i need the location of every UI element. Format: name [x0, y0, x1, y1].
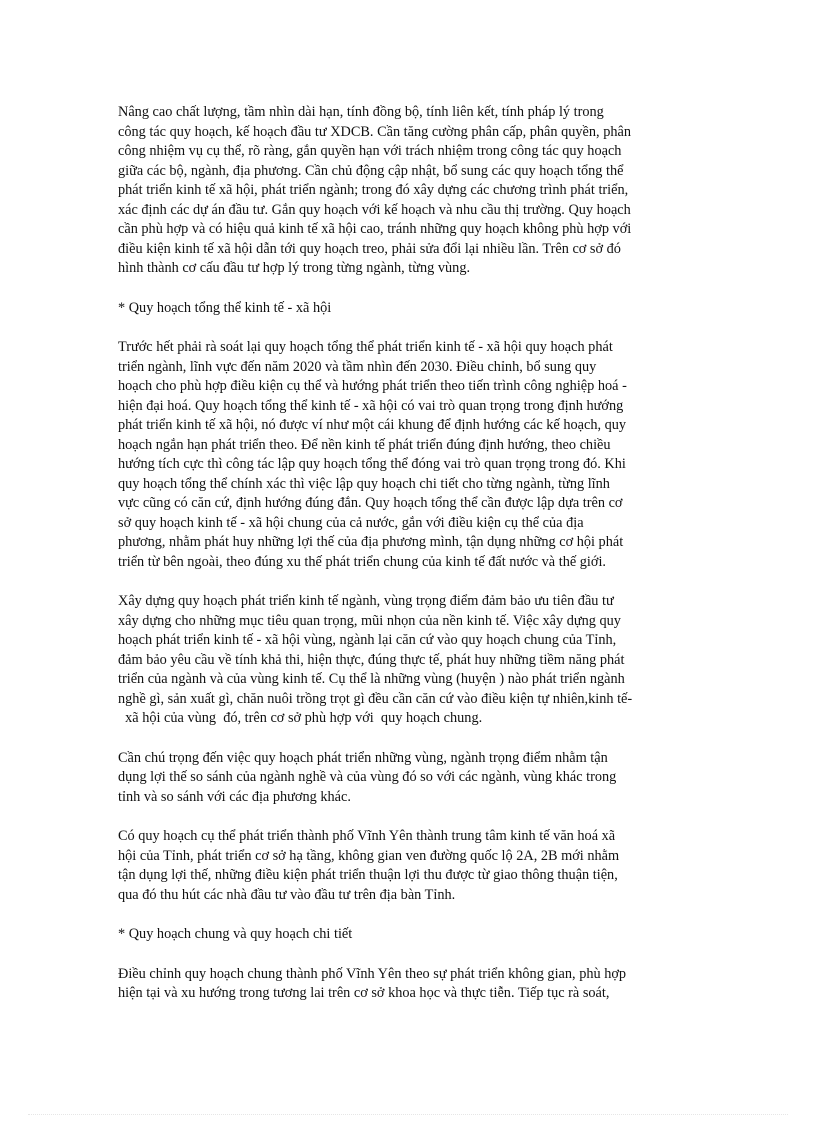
text-line: triển ngành, lĩnh vực đến năm 2020 và tầm nhìn đến 2030. Điều chỉnh, bổ sung quy [118, 358, 597, 375]
spacer [118, 729, 698, 749]
text-line: hiện đại hoá. Quy hoạch tổng thể kinh tế - xã hội có vai trò quan trọng trong định hướng [118, 397, 624, 414]
heading-text: * Quy hoạch tổng thể kinh tế - xã hội [118, 299, 332, 316]
text-line: phát triển kinh tế xã hội, nó được ví như một cái khung để định hướng các kế hoạch, quy [118, 417, 627, 433]
spacer [118, 279, 698, 299]
text-line: quy hoạch tổng thể chính xác thì việc lập quy hoạch chi tiết cho từng ngành, từng lĩnh [118, 475, 610, 492]
section-heading-master-plan [118, 299, 698, 319]
spacer [118, 807, 698, 827]
text-line: Có quy hoạch cụ thể phát triển thành phố Vĩnh Yên thành trung tâm kinh tế văn hoá xã [118, 828, 616, 844]
paragraph-vinh-yen-plan [118, 827, 698, 905]
text-line: xây dựng cho những mục tiêu quan trọng, mũi nhọn của nền kinh tế. Việc xây dựng quy [118, 612, 621, 629]
text-line: dụng lợi thế so sánh của ngành nghề và của vùng đó so với các ngành, vùng khác trong [118, 769, 617, 785]
text-line: tỉnh và so sánh với các địa phương khác. [118, 788, 351, 805]
paragraph-adjust-general-plan [118, 965, 698, 1004]
page-bottom-divider [28, 1114, 788, 1115]
spacer [118, 905, 698, 925]
text-line: Cần chú trọng đến việc quy hoạch phát triển những vùng, ngành trọng điểm nhằm tận [118, 749, 608, 766]
text-line: phát triển kinh tế xã hội, phát triển ngành; trong đó xây dựng các chương trình phát triển, [118, 182, 629, 198]
text-line: sở quy hoạch kinh tế - xã hội chung của cả nước, gắn với điều kiện cụ thể của địa [118, 514, 584, 531]
text-line: Trước hết phải rà soát lại quy hoạch tổng thể phát triển kinh tế - xã hội quy hoạch phát [118, 339, 613, 355]
spacer [118, 318, 698, 338]
text-line: qua đó thu hút các nhà đầu tư vào đầu tư trên địa bàn Tỉnh. [118, 886, 456, 903]
text-line: Nâng cao chất lượng, tầm nhìn dài hạn, tính đồng bộ, tính liên kết, tính pháp lý trong [118, 104, 604, 120]
text-line: công tác quy hoạch, kế hoạch đầu tư XDCB. Cần tăng cường phân cấp, phân quyền, phân [118, 123, 631, 140]
paragraph-planning-quality [118, 103, 698, 279]
text-line: vực cũng có căn cứ, định hướng đúng đắn. Quy hoạch tổng thể cần được lập dựa trên cơ [118, 495, 623, 511]
text-line: hiện tại và xu hướng trong tương lai trên cơ sở khoa học và thực tiễn. Tiếp tục rà soát, [118, 985, 610, 1001]
text-line: hoạch ngắn hạn phát triển theo. Để nền kinh tế phát triển đúng định hướng, theo chiều [118, 436, 611, 453]
text-line: công nhiệm vụ cụ thể, rõ ràng, gắn quyền hạn với trách nhiệm trong công tác quy hoạch [118, 143, 622, 159]
paragraph-key-regions [118, 749, 698, 808]
text-line: cần phù hợp và có hiệu quả kinh tế xã hội cao, tránh những quy hoạch không phù hợp với [118, 221, 632, 237]
section-heading-general-detailed-plan [118, 925, 698, 945]
text-line: xác định các dự án đầu tư. Gắn quy hoạch với kế hoạch và nhu cầu thị trường. Quy hoạch [118, 201, 631, 218]
text-line: phương, nhằm phát huy những lợi thế của địa phương mình, tận dụng những cơ hội phát [118, 534, 624, 550]
paragraph-review-master-plan [118, 338, 698, 572]
text-line: hoạch cho phù hợp điều kiện cụ thể và hướng phát triển theo tiến trình công nghiệp hoá - [118, 378, 627, 394]
text-line: Xây dựng quy hoạch phát triển kinh tế ngành, vùng trọng điểm đảm bảo ưu tiên đầu tư [118, 593, 614, 609]
text-line: triển từ bên ngoài, theo đúng xu thế phát triển chung của kinh tế đất nước và thế giới. [118, 553, 606, 570]
text-line: hoạch phát triển kinh tế - xã hội vùng, ngành lại căn cứ vào quy hoạch chung của Tỉnh, [118, 632, 617, 648]
text-line: nghề gì, sản xuất gì, chăn nuôi trồng trọt gì đều cần căn cứ vào điều kiện tự nhiên,kinh tế- [118, 690, 633, 707]
text-line: hình thành cơ cấu đầu tư hợp lý trong từng ngành, từng vùng. [118, 260, 471, 276]
heading-text: * Quy hoạch chung và quy hoạch chi tiết [118, 926, 353, 942]
text-line: tận dụng lợi thế, những điều kiện phát triển thuận lợi thu được từ giao thông thuận tiện, [118, 867, 618, 883]
spacer [118, 945, 698, 965]
text-line: hướng tích cực thì công tác lập quy hoạch tổng thể đóng vai trò quan trọng trong đó. Khi [118, 456, 626, 472]
paragraph-sector-planning [118, 592, 698, 729]
spacer [118, 572, 698, 592]
text-line: đảm bảo yêu cầu về tính khả thi, hiện thực, đúng thực tế, phát huy những tiềm năng phát [118, 651, 625, 668]
text-line: xã hội của vùng đó, trên cơ sở phù hợp với quy hoạch chung. [118, 710, 483, 726]
text-line: triển của ngành và của vùng kinh tế. Cụ thể là những vùng (huyện ) nào phát triển ngành [118, 671, 625, 687]
text-line: hội của Tỉnh, phát triển cơ sở hạ tầng, không gian ven đường quốc lộ 2A, 2B mới nhằm [118, 847, 620, 864]
text-line: giữa các bộ, ngành, địa phương. Cần chủ động cập nhật, bổ sung các quy hoạch tổng thể [118, 162, 624, 179]
text-line: Điều chỉnh quy hoạch chung thành phố Vĩnh Yên theo sự phát triển không gian, phù hợp [118, 965, 627, 982]
text-line: điều kiện kinh tế xã hội dẫn tới quy hoạch treo, phải sửa đổi lại nhiều lần. Trên cơ sở đó [118, 240, 621, 257]
